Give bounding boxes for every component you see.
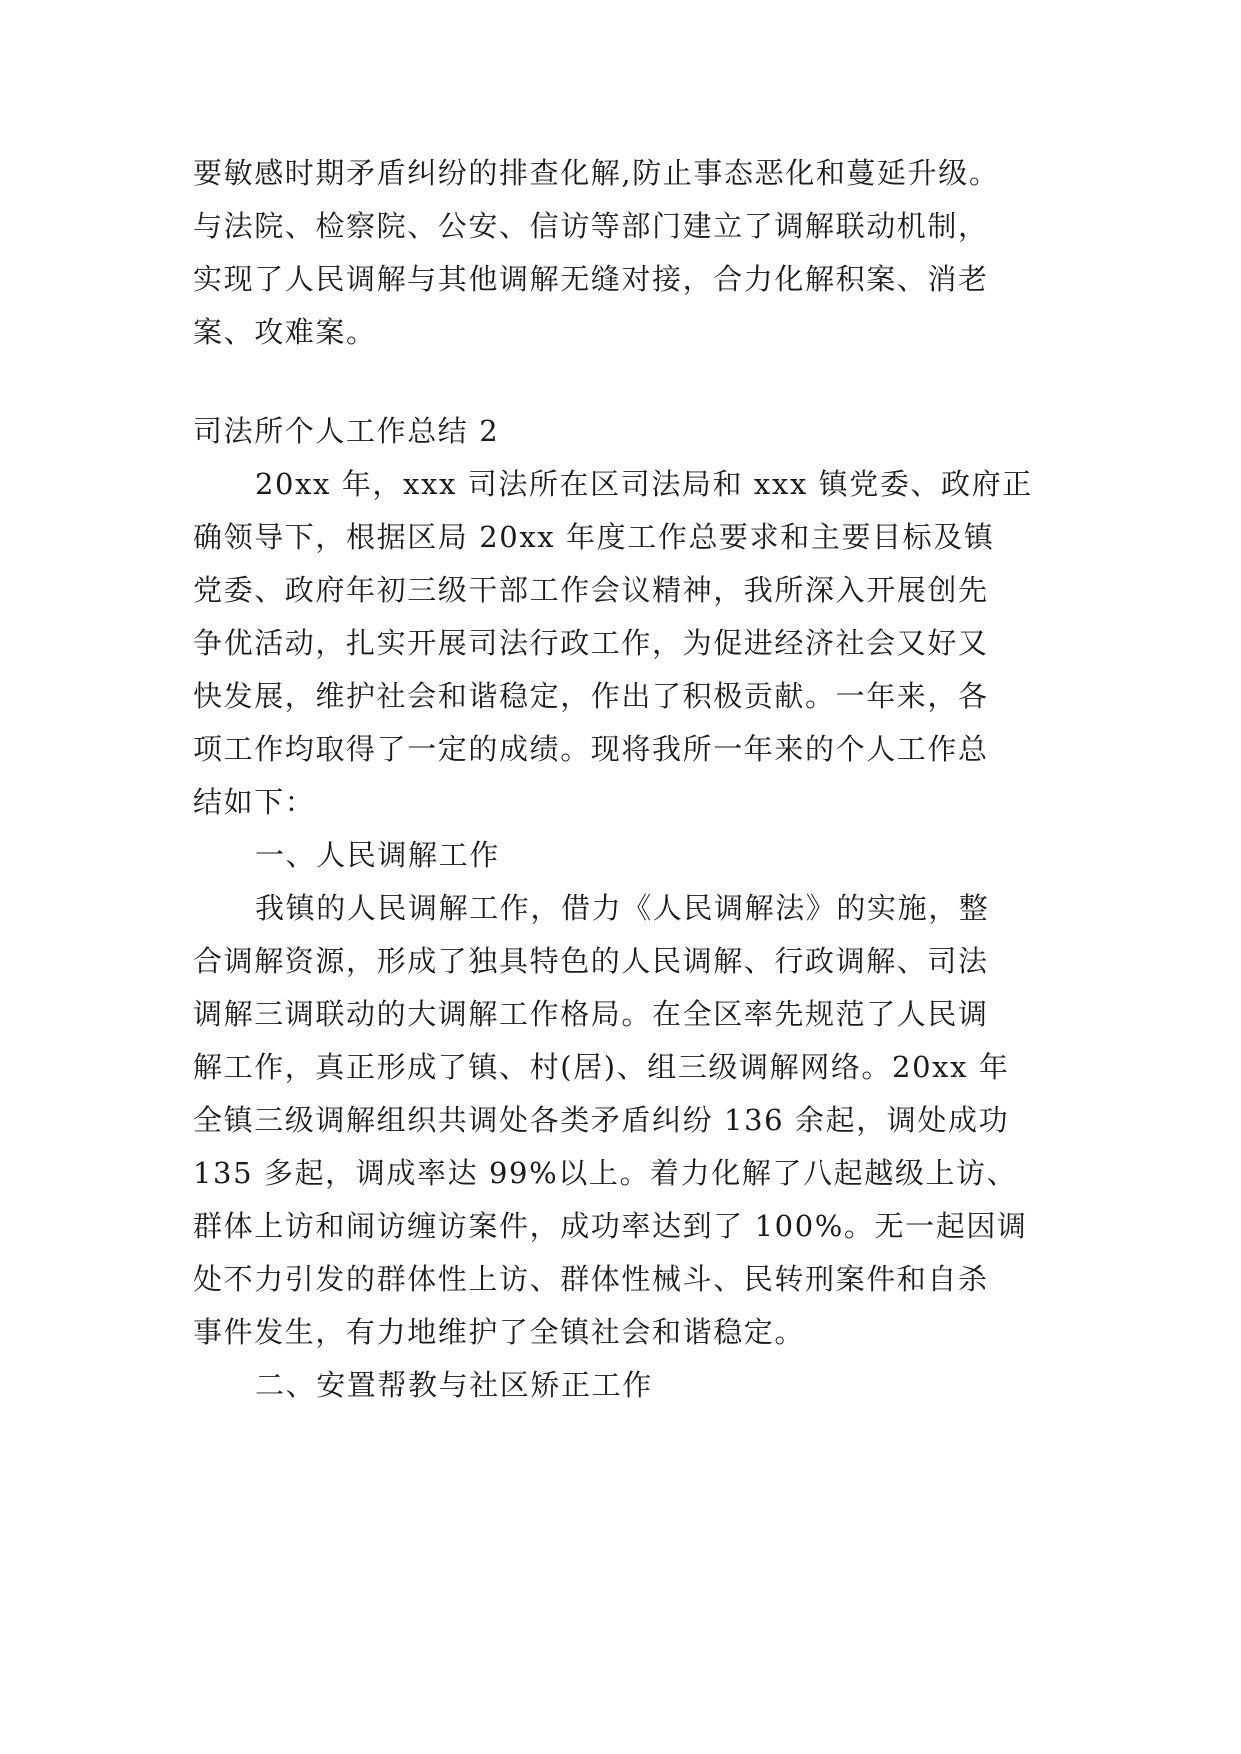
paragraph-line: 快发展，维护社会和谐稳定，作出了积极贡献。一年来，各 [193,679,989,713]
subsection-heading: 一、人民调解工作 [255,838,500,872]
paragraph-line: 群体上访和闹访缠访案件，成功率达到了 100%。无一起因调 [193,1209,1028,1243]
paragraph-line: 事件发生，有力地维护了全镇社会和谐稳定。 [193,1315,806,1349]
subsection-heading: 二、安置帮教与社区矫正工作 [255,1368,653,1402]
paragraph-line: 争优活动，扎实开展司法行政工作，为促进经济社会又好又 [193,626,989,660]
paragraph-line: 处不力引发的群体性上访、群体性械斗、民转刑案件和自杀 [193,1262,989,1296]
paragraph-line: 20xx 年，xxx 司法所在区司法局和 xxx 镇党委、政府正 [255,467,1033,501]
paragraph-line: 全镇三级调解组织共调处各类矛盾纠纷 136 余起，调处成功 [193,1103,1010,1137]
paragraph-line: 解工作，真正形成了镇、村(居)、组三级调解网络。20xx 年 [193,1050,1010,1084]
paragraph-line: 结如下： [193,785,316,819]
paragraph-line: 135 多起，调成率达 99%以上。着力化解了八起越级上访、 [193,1156,1018,1190]
paragraph-line: 确领导下，根据区局 20xx 年度工作总要求和主要目标及镇 [193,520,995,554]
paragraph-line: 要敏感时期矛盾纠纷的排查化解,防止事态恶化和蔓延升级。 [193,156,1000,190]
paragraph-line: 案、攻难案。 [193,315,377,349]
paragraph-line: 调解三调联动的大调解工作格局。在全区率先规范了人民调 [193,997,989,1031]
paragraph-line: 实现了人民调解与其他调解无缝对接，合力化解积案、消老 [193,262,989,296]
paragraph-line: 与法院、检察院、公安、信访等部门建立了调解联动机制， [193,209,989,243]
paragraph-line: 合调解资源，形成了独具特色的人民调解、行政调解、司法 [193,944,989,978]
paragraph-line: 项工作均取得了一定的成绩。现将我所一年来的个人工作总 [193,732,989,766]
section-heading: 司法所个人工作总结 2 [193,414,500,448]
paragraph-line: 我镇的人民调解工作，借力《人民调解法》的实施，整 [255,891,990,925]
paragraph-line: 党委、政府年初三级干部工作会议精神，我所深入开展创先 [193,573,989,607]
